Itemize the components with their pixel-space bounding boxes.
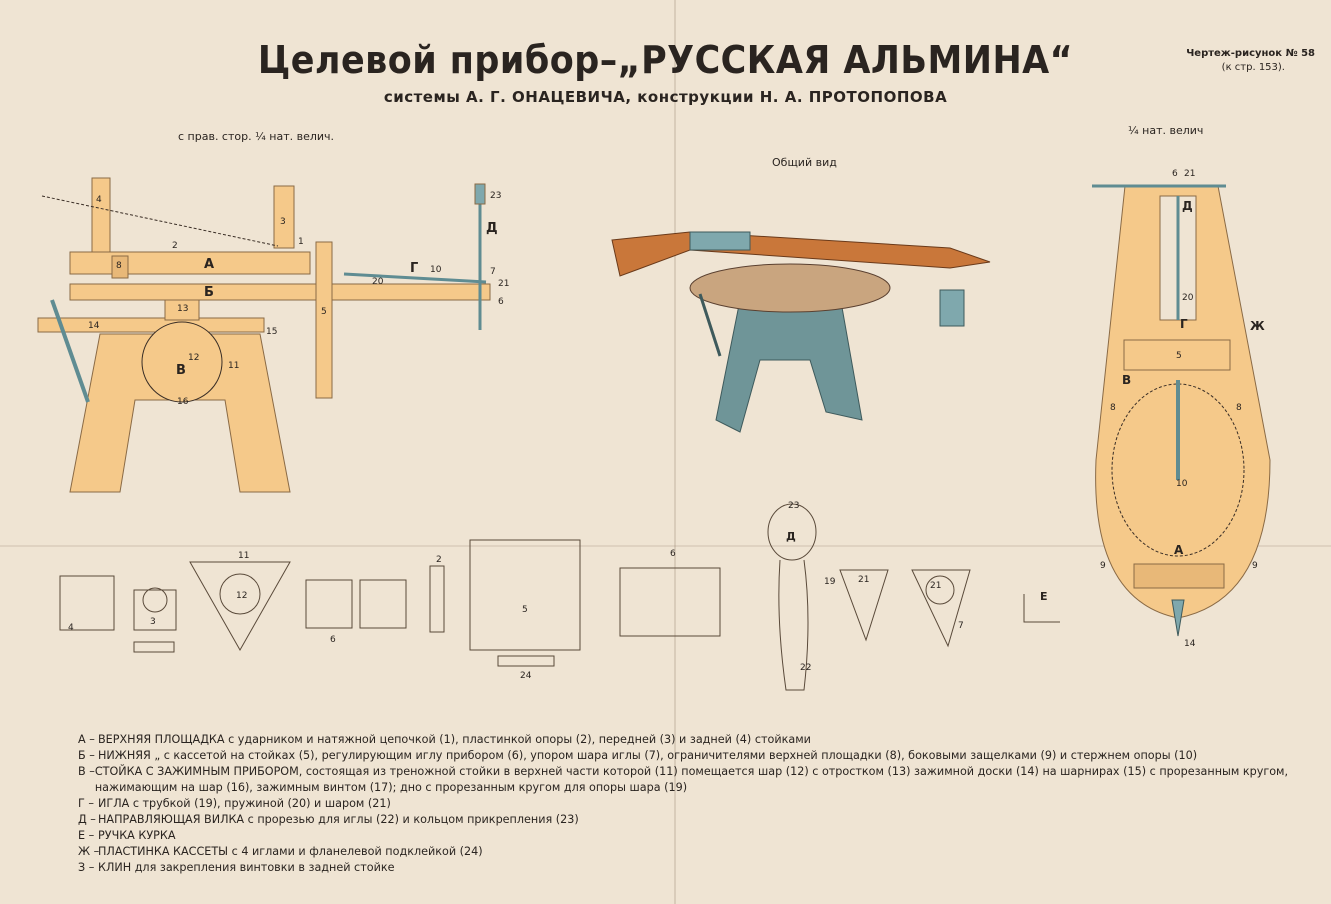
side-num: 3 [280,217,286,227]
side-num: 11 [228,361,240,371]
top-letter-zh: Ж [1250,319,1265,333]
top-num: 10 [1176,479,1188,489]
side-view-drawing [38,178,490,492]
top-num: 8 [1236,403,1242,413]
detail-num: 12 [236,591,248,601]
legend-row-a: А – ВЕРХНЯЯ ПЛОЩАДКА с ударником и натяжной цепочкой (1), пластинкой опоры (2), передней (3) и задней (4) стойками [78,733,811,746]
top-num: 21 [1184,169,1196,179]
legend-row-e: Е – РУЧКА КУРКА [78,829,176,842]
page-title: Целевой прибор–„РУССКАЯ АЛЬМИНА“ [257,38,1074,82]
side-num: 23 [490,191,502,201]
general-view-caption: Общий вид [772,156,837,169]
top-view-drawing [1092,186,1270,636]
detail-tripod-top [190,562,290,650]
detail-num: 24 [520,671,532,681]
cassette-post [316,242,332,398]
legend-row-z: З – КЛИН для закрепления винтовки в задней стойке [78,861,395,874]
detail-num: 2 [436,555,442,565]
detail-num: 11 [238,551,250,561]
legend-row-d: Д – НАПРАВЛЯЮЩАЯ ВИЛКА с прорезью для иглы (22) и кольцом прикрепления (23) [78,813,579,826]
page-subtitle: системы А. Г. ОНАЦЕВИЧА, конструкции Н. А. ПРОТОПОПОВА [383,88,948,106]
side-num: 4 [96,195,102,205]
side-letter-v: В [176,363,186,378]
detail-letter-d: Д [786,530,796,543]
detail-cassette [470,540,580,650]
cassette [940,290,964,326]
top-num: 6 [1172,169,1178,179]
clamp-board [38,318,264,332]
detail-plate [430,566,444,632]
detail-letter-e: Е [1040,590,1048,603]
detail-num: 7 [958,621,964,631]
top-num: 14 [1184,639,1196,649]
side-num: 8 [116,261,122,271]
top-num: 8 [1110,403,1116,413]
side-num: 10 [430,265,442,275]
side-letter-a: А [204,257,215,272]
side-num: 20 [372,277,384,287]
legend-row-b: Б – НИЖНЯЯ „ с кассетой на стойках (5), регулирующим иглу прибором (6), упором шара иглы (7), ограничителями верхней площадки (8), боковыми защелками (9) и стержнем опоры (10) [78,749,1198,762]
detail-rear-post [60,576,114,630]
top-letter-d: Д [1182,199,1193,213]
side-num: 16 [177,397,189,407]
detail-drawings [60,504,1060,690]
clamp-ball [142,322,222,402]
detail-num: 5 [522,605,528,615]
detail-num: 6 [670,549,676,559]
detail-num: 19 [824,577,836,587]
top-num: 9 [1100,561,1106,571]
side-letter-d: Д [486,221,498,236]
top-letter-g: Г [1180,317,1188,331]
side-num: 12 [188,353,200,363]
legend-row-g: Г – ИГЛА с трубкой (19), пружиной (20) и шаром (21) [78,797,391,810]
detail-num: 22 [800,663,812,673]
detail-num: 4 [68,623,74,633]
legend-row-zh: Ж – ПЛАСТИНКА КАССЕТЫ с 4 иглами и фланелевой подклейкой (24) [78,845,483,858]
detail-num: 21 [858,575,870,585]
legend-row-v: В – СТОЙКА С ЗАЖИМНЫМ ПРИБОРОМ, состоящая из треножной стойки в верхней части которой (11) помещается шар (12) с отростком (13) зажимной доски (14) на шарнирах (15) с прорезанным кругом, нажимающим на шар (16), зажимным винтом (17); дно с прорезанным кругом для опоры шара (19) [78,765,1289,794]
side-num: 1 [298,237,304,247]
top-letter-v: В [1122,373,1132,387]
page-reference: (к стр. 153). [1221,62,1285,73]
detail-adjuster [620,568,720,636]
side-num: 6 [498,297,504,307]
detail-num: 23 [788,501,800,511]
rear-post [92,178,110,260]
stand-legs [716,296,862,432]
side-num: 2 [172,241,178,251]
side-num: 21 [498,279,510,289]
detail-num: 21 [930,581,942,591]
top-num: 20 [1182,293,1194,303]
drawing-reference: Чертеж-рисунок № 58 [1186,48,1315,59]
upper-platform [70,252,310,274]
top-num: 9 [1252,561,1258,571]
side-letter-g: Г [410,261,419,276]
detail-regulator [306,580,352,628]
detail-num: 3 [150,617,156,627]
lower-platform [70,284,490,300]
top-letter-a: А [1174,543,1184,557]
side-letter-b: Б [204,285,214,300]
side-view-caption: с прав. стор. ¼ нат. велич. [178,130,335,143]
general-view-drawing [612,232,990,432]
side-num: 15 [266,327,278,337]
side-num: 13 [177,304,189,314]
side-num: 5 [321,307,327,317]
detail-num: 6 [330,635,336,645]
top-num: 5 [1176,351,1182,361]
detail-labels [68,501,1048,681]
legend [78,732,1318,876]
top-view-caption: ¼ нат. велич [1128,124,1204,137]
side-num: 14 [88,321,100,331]
side-num: 7 [490,267,496,277]
platform-disc [690,264,890,312]
